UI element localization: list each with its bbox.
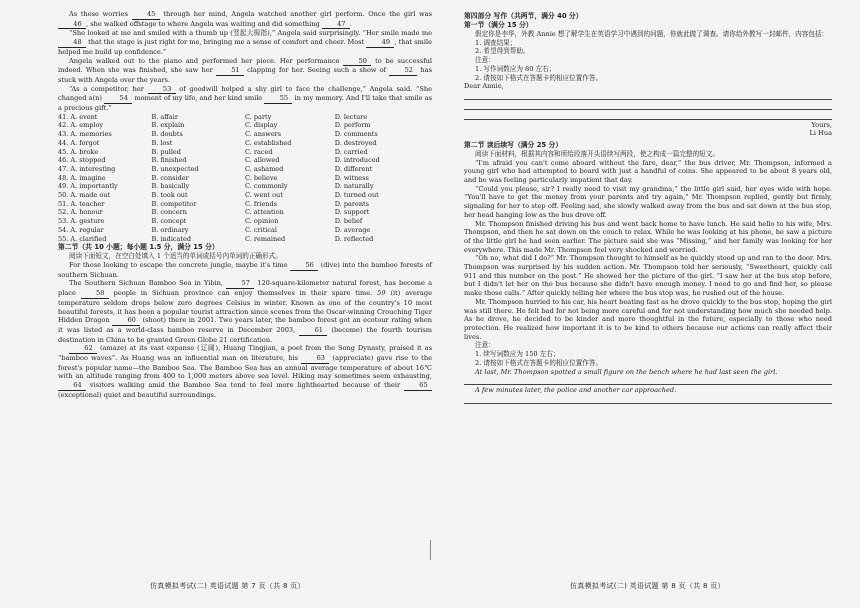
note-1: 1. 写作词数应为 80 左右； (475, 64, 556, 73)
story-para-3: Mr. Thompson finished driving his bus and went back home to have lunch. He said hello to his wife, Mrs. Thompson, and then he sat down on the couch to relax. While he was looking at his phone, he saw a picture of the little girl he had seen earlier. The picture said she was “Missing,” and her family was looking for her everywhere. This made Mr. Thompson feel very shocked and worried. (464, 219, 832, 254)
option-choice[interactable]: B. pulled (151, 147, 181, 156)
option-choice[interactable]: B. consider (151, 173, 189, 182)
page-8 (440, 0, 860, 608)
text-segment: (amaze) at its vast expanse (辽阔), Huang Tingjian, a poet from the Song Dynasty, praised it as “bamboo waves”. As Huang was an influential man on literature, his (58, 344, 432, 363)
text-segment: people in Sichuan province can enjoy themselves in their spare time. (108, 289, 378, 298)
text-segment: in my memory. And I'll take that smile as a precious gift.” (58, 94, 432, 113)
option-row (58, 113, 432, 122)
text-segment: that the stage is just right for me, bringing me a sense of comfort and cheer. Most (86, 38, 367, 47)
cloze-para-4 (58, 85, 432, 113)
options-table (58, 113, 432, 244)
text-segment: As these worries (69, 10, 132, 18)
text-segment: has stuck with Angela over the years. (58, 66, 432, 84)
option-choice[interactable]: C. went out (245, 191, 283, 200)
text-segment: clapping for her. Seeing such a show of (243, 66, 390, 75)
text-segment: (become) the fourth tourism destination in China to be granted Green Globe 21 certification. (58, 325, 432, 344)
note-label: 注意： (475, 56, 495, 65)
answer-blank[interactable]: 61 (299, 326, 327, 336)
answer-blank[interactable]: 63 (301, 354, 329, 364)
option-choice[interactable]: C. display (245, 121, 278, 130)
text-segment: (exceptional) quiet and beautiful surroundings. (58, 390, 217, 399)
answer-blank[interactable]: 58 (81, 289, 109, 299)
text-segment: moment of my life, and her kind smile (132, 94, 265, 103)
option-choice[interactable]: C. friends (245, 199, 277, 208)
option-choice[interactable]: D. perform (334, 121, 371, 130)
option-row (58, 191, 432, 200)
text-segment: Crouching Tiger Hidden Dragon (58, 307, 432, 325)
option-choice[interactable]: D. naturally (334, 182, 374, 191)
option-choice[interactable]: B. lost (151, 138, 173, 147)
option-choice[interactable]: D. average (334, 225, 371, 234)
note-4: 2. 请按如下格式在答题卡的相应位置作答。 (475, 358, 603, 367)
answer-line (464, 111, 832, 120)
option-row (58, 226, 432, 235)
option-choice[interactable]: D. witness (334, 173, 369, 182)
option-choice[interactable]: C. believe (245, 173, 278, 182)
cloze-para-1 (58, 10, 432, 29)
answer-blank[interactable]: 65 (404, 381, 432, 391)
page-8-footer: 仿真模拟考试(二) 英语试题 第 8 页（共 8 页） (570, 582, 725, 590)
answer-blank[interactable]: 62 (69, 344, 97, 354)
option-choice[interactable]: D. belief (334, 217, 363, 226)
option-row (58, 130, 432, 139)
option-choice[interactable]: 41. A. event (58, 112, 98, 121)
option-choice[interactable]: B. concept (151, 217, 187, 226)
note-2: 2. 请按如下格式在答题卡的相应位置作答。 (475, 73, 603, 82)
option-choice[interactable]: 42. A. employ (58, 121, 104, 130)
starter-sentence-1: At last, Mr. Thompson spotted a small figure on the bench where he had last seen the girl. (475, 367, 778, 376)
option-choice[interactable]: C. answers (245, 130, 282, 139)
salutation: Dear Annie, (464, 82, 504, 91)
answer-blank[interactable]: 50 (343, 57, 371, 67)
answer-blank[interactable]: 57 (226, 279, 254, 289)
option-row (58, 208, 432, 217)
option-choice[interactable]: C. critical (245, 225, 277, 234)
text-segment: of goodwill helped a shy girl to face the challenge,” Angela said. “She changed a(n) (58, 84, 432, 103)
answer-blank[interactable]: 48 (58, 38, 86, 48)
text-segment: (it) average temperature seldom drops below zero degrees Celsius in winter. Known as one of the country's 10 most beautiful forests, it has been a popular tourist attraction since scenes from the Oscar-winning (58, 289, 432, 316)
option-choice[interactable]: D. support (334, 208, 370, 217)
text-segment: to be successful indeed. When she was finished, she saw her (58, 56, 432, 75)
option-row (58, 148, 432, 157)
option-choice[interactable]: B. took out (151, 191, 188, 200)
option-row (58, 156, 432, 165)
closing: Yours, (811, 120, 832, 129)
page-divider (430, 540, 431, 560)
option-choice[interactable]: B. unexpected (151, 164, 199, 173)
option-choice[interactable]: B. doubts (151, 130, 183, 139)
continuation-prompt: 阅读下面材料，根据其内容和所给段落开头语续写两段，使之构成一篇完整的短文。 (475, 149, 719, 158)
writing-section-2-heading: 第二节 读后续写（满分 25 分） (464, 140, 563, 149)
story-para-5: Mr. Thompson hurried to his car, his heart beating fast as he drove quickly to the bus stop, hoping the girl was still there. He felt bad for not being more careful and for not understanding how much she needed help. As he drove, he decided to be kinder and more thoughtful in the future, especially to those who need protection. He realized how important it is to be kind to others because our actions can really affect their lives. (464, 297, 832, 341)
answer-blank[interactable]: 47 (322, 20, 350, 30)
grammar-para-2 (58, 279, 432, 344)
option-choice[interactable]: 45. A. broke (58, 147, 99, 156)
option-choice[interactable]: C. allowed (245, 156, 280, 165)
option-choice[interactable]: C. ashamed (245, 164, 284, 173)
answer-line (464, 395, 832, 404)
option-choice[interactable]: C. party (245, 112, 272, 121)
option-choice[interactable]: B. competitor (151, 199, 197, 208)
option-row (58, 121, 432, 130)
option-choice[interactable]: C. attention (245, 208, 284, 217)
option-choice[interactable]: 55. A. clarified (58, 234, 107, 243)
answer-blank[interactable]: 54 (104, 94, 132, 104)
answer-blank[interactable]: 51 (216, 66, 244, 76)
option-choice[interactable]: C. raced (245, 147, 273, 156)
option-choice[interactable]: D. parents (334, 199, 369, 208)
option-choice[interactable]: 54. A. regular (58, 225, 104, 234)
option-row (58, 217, 432, 226)
answer-line (464, 101, 832, 110)
answer-blank[interactable]: 49 (366, 38, 394, 48)
answer-blank[interactable]: 64 (58, 381, 86, 391)
option-choice[interactable]: 48. A. imagine (58, 173, 106, 182)
cloze-para-3 (58, 57, 432, 85)
writing-section-1-heading: 第一节（满分 15 分） (464, 21, 533, 29)
option-choice[interactable]: C. established (245, 138, 292, 147)
option-choice[interactable]: C. remained (245, 234, 286, 243)
option-choice[interactable]: D. reflected (334, 234, 374, 243)
story-para-1: “I'm afraid you can't come aboard without the fare, dear,” the bus driver, Mr. Thompson, informed a young girl who had attempted to board with just a handful of coins. She appeared to be about 8 years old, and he was feeling particularly impatient that day. (464, 158, 832, 185)
note-label-2: 注意： (475, 341, 495, 350)
text-segment: , she walked offstage to where Angela was waiting and did something (86, 19, 322, 28)
text-segment: . (349, 19, 352, 28)
answer-blank[interactable]: 55 (264, 94, 292, 104)
text-segment: 120-square-kilometer natural forest, has become a place (58, 279, 432, 298)
option-choice[interactable]: 51. A. teacher (58, 199, 105, 208)
prompt-point-2: 2. 希望得到帮助。 (475, 47, 530, 56)
option-choice[interactable]: D. introduced (334, 156, 380, 165)
option-choice[interactable]: C. commonly (245, 182, 288, 191)
text-segment: Angela walked out to the piano and performed her piece. Her performance (69, 56, 344, 65)
prompt-point-1: 1. 调查结果； (475, 38, 517, 47)
text-segment: (appreciate) gave rise to the forest's popular name—the Bamboo Sea. The Bamboo Sea has an annual average temperature of about 16℃ with an altitude ranging from 400 to 1,000 meters above sea level. Hiking may sometimes seem exhausting, (58, 354, 432, 381)
text-segment: “She looked at me and smiled with a thumb up (竖起大拇指),” Angela said surprisingly. “Her smile made me (69, 29, 432, 38)
option-choice[interactable]: 44. A. forgot (58, 138, 100, 147)
answer-blank[interactable]: 53 (148, 85, 176, 95)
answer-blank[interactable]: 56 (290, 261, 318, 271)
option-choice[interactable]: 50. A. made out (58, 191, 111, 200)
option-row (58, 235, 432, 244)
starter-sentence-2: A few minutes later, the police and another car approached. (475, 386, 677, 395)
text-segment: (dive) into the bamboo forests of southern Sichuan. (58, 260, 432, 279)
section-2-instruction: 阅读下面短文，在空白处填入 1 个适当的单词或括号内单词的正确形式。 (69, 252, 282, 261)
answer-blank[interactable]: 45 (132, 10, 160, 20)
answer-line (464, 376, 832, 385)
option-row (58, 165, 432, 174)
option-choice[interactable]: D. lecture (334, 112, 368, 121)
answer-blank[interactable]: 60 (112, 316, 140, 326)
option-choice[interactable]: B. basically (151, 182, 190, 191)
text-segment: through her mind, Angela watched another girl perform. Once the girl was (159, 10, 432, 18)
option-choice[interactable]: D. destroyed (334, 138, 377, 147)
option-choice[interactable]: D. turned out (334, 191, 379, 200)
option-row (58, 200, 432, 209)
option-choice[interactable]: 49. A. importantly (58, 182, 118, 191)
option-choice[interactable]: 53. A. gesture (58, 217, 105, 226)
text-segment: , that smile helped me build up confidence.” (58, 38, 432, 56)
answer-line (464, 91, 832, 100)
option-choice[interactable]: 43. A. memories (58, 130, 112, 139)
option-choice[interactable]: 46. A. stopped (58, 156, 106, 165)
option-row (58, 182, 432, 191)
option-choice[interactable]: B. ordinary (151, 225, 189, 234)
text-segment: For those looking to escape the concrete jungle, maybe it's time (69, 260, 291, 269)
text-segment: visitors walking amid the Bamboo Sea tend to feel more lighthearted because of their (86, 381, 404, 390)
option-choice[interactable]: D. comments (334, 130, 378, 139)
option-choice[interactable]: B. concern (151, 208, 187, 217)
option-choice[interactable]: D. different (334, 164, 373, 173)
note-3: 1. 续写词数应为 150 左右； (475, 350, 560, 359)
text-segment: The Southern Sichuan Bamboo Sea in Yibin, (69, 279, 227, 288)
option-choice[interactable]: D. carried (334, 147, 368, 156)
option-choice[interactable]: 52. A. honour (58, 208, 103, 217)
story-para-2: “Could you please, sir? I really need to visit my grandma,” the little girl said, her eyes wide with hope. “You'll have to get the money from your parents and try again,” Mr. Thompson replied, gently but firmly, signaling for her to step off. Feeling sad, she slowly walked away from the bus and sat down at the bus stop, her head hanging low as the bus drove off. (464, 184, 832, 219)
story-para-4: “Oh no, what did I do?” Mr. Thompson thought to himself as he quickly stood up and ran to the door. Mrs. Thompson was surprised by his sudden action. Mr. Thompson told her seriously, “Sweetheart, quickly call 911 and this number on the post.” He showed her the picture of the girl. “I saw her at the bus stop before, but I didn't let her on the bus because she didn't have enough money. I need to go and find her, so please make those calls.” After quickly telling her where the bus stop was, he rushed out of the house. (464, 254, 832, 298)
answer-blank[interactable]: 52 (389, 66, 417, 76)
page-7-footer: 仿真模拟考试(二) 英语试题 第 7 页（共 8 页） (150, 582, 305, 590)
text-segment: (shoot) there in 2001. Two years later, the bamboo forest got an ecotour rating when it was listed as a world-class bamboo reserve in December 2003, (58, 316, 432, 334)
option-choice[interactable]: B. indicated (151, 234, 192, 243)
grammar-para-3 (58, 344, 432, 399)
writing-prompt: 假定你是李华，外教 Annie 想了解学生在英语学习中遇到的问题，你就此做了调查。请你给外教写一封邮件，内容包括： (475, 30, 829, 38)
section-2-heading: 第二节（共 10 小题；每小题 1.5 分，满分 15 分） (58, 243, 219, 252)
film-title: 59 (377, 289, 386, 298)
answer-blank[interactable]: 46 (58, 20, 86, 30)
option-choice[interactable]: 47. A. interesting (58, 164, 116, 173)
option-row (58, 139, 432, 148)
grammar-para-1 (58, 261, 432, 279)
part-4-heading: 第四部分 写作（共两节，满分 40 分） (464, 12, 583, 20)
option-choice[interactable]: B. affair (151, 112, 178, 121)
option-choice[interactable]: B. explain (151, 121, 185, 130)
option-choice[interactable]: B. finished (151, 156, 187, 165)
cloze-para-2 (58, 29, 432, 56)
text-segment: “As a competitor, her (69, 84, 148, 93)
option-choice[interactable]: C. opinion (245, 217, 279, 226)
signer: Li Hua (809, 129, 832, 138)
option-row (58, 174, 432, 183)
